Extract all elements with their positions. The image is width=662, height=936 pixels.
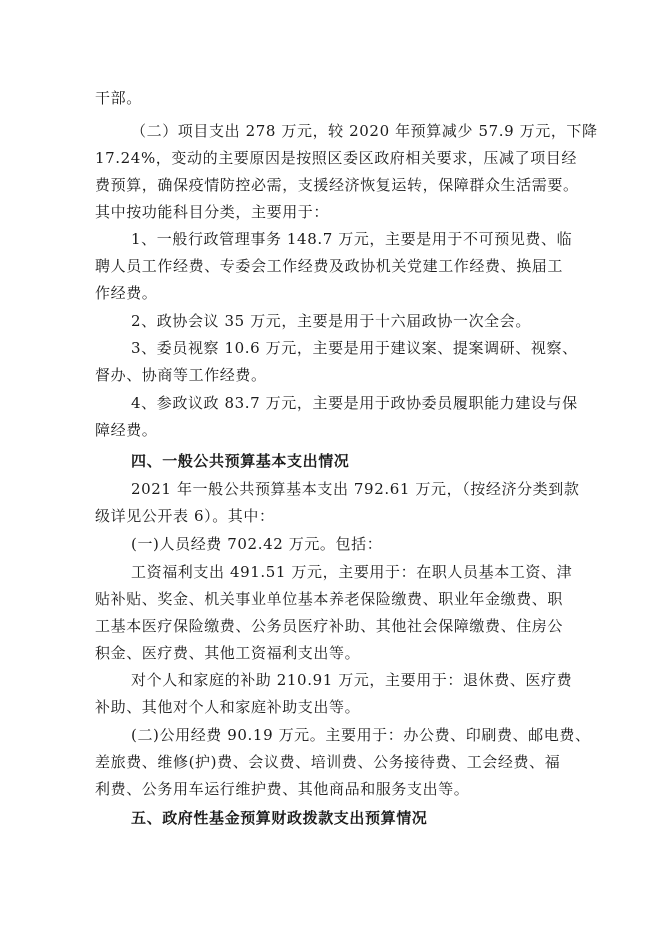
paragraph-line: 2021 年一般公共预算基本支出 792.61 万元，（按经济分类到款 xyxy=(131,480,580,498)
list-item-line: 聘人员工作经费、专委会工作经费及政协机关党建工作经费、换届工 xyxy=(95,257,564,275)
paragraph-line: 利费、公务用车运行维护费、其他商品和服务支出等。 xyxy=(95,780,470,798)
list-item-line: 1、一般行政管理事务 148.7 万元，主要是用于不可预见费、临 xyxy=(131,230,573,248)
paragraph-line: 对个人和家庭的补助 210.91 万元，主要用于：退休费、医疗费 xyxy=(131,671,573,689)
paragraph-line: 工基本医疗保险缴费、公务员医疗补助、其他社会保障缴费、住房公 xyxy=(95,617,564,635)
list-item-line: 作经费。 xyxy=(95,284,158,302)
paragraph-line: 工资福利支出 491.51 万元，主要用于：在职人员基本工资、津 xyxy=(131,563,573,581)
list-item-line: 障经费。 xyxy=(95,421,158,439)
list-item-line: 督办、协商等工作经费。 xyxy=(95,366,267,384)
paragraph-line: 贴补贴、奖金、机关事业单位基本养老保险缴费、职业年金缴费、职 xyxy=(95,590,564,608)
paragraph-line: 差旅费、维修(护)费、会议费、培训费、公务接待费、工会经费、福 xyxy=(95,753,561,771)
list-item-line: 4、参政议政 83.7 万元，主要是用于政协委员履职能力建设与保 xyxy=(131,394,578,412)
paragraph-line: 干部。 xyxy=(95,89,142,107)
section-heading: 五、政府性基金预算财政拨款支出预算情况 xyxy=(131,809,428,827)
paragraph-line: (一)人员经费 702.42 万元。包括： xyxy=(131,535,383,553)
paragraph-line: 其中按功能科目分类，主要用于： xyxy=(95,203,330,221)
section-heading: 四、一般公共预算基本支出情况 xyxy=(131,452,350,470)
paragraph-line: 级详见公开表 6）。其中： xyxy=(95,507,275,525)
list-item-line: 3、委员视察 10.6 万元，主要是用于建议案、提案调研、视察、 xyxy=(131,339,578,357)
paragraph-line: (二)公用经费 90.19 万元。主要用于：办公费、印刷费、邮电费、 xyxy=(131,726,591,744)
paragraph-line: 积金、医疗费、其他工资福利支出等。 xyxy=(95,644,361,662)
paragraph-line: 17.24%，变动的主要原因是按照区委区政府相关要求，压减了项目经 xyxy=(95,149,577,167)
paragraph-line: 费预算，确保疫情防控必需，支援经济恢复运转，保障群众生活需要。 xyxy=(95,176,579,194)
paragraph-line: 补助、其他对个人和家庭补助支出等。 xyxy=(95,698,361,716)
paragraph-line: （二）项目支出 278 万元，较 2020 年预算减少 57.9 万元，下降 xyxy=(131,122,598,140)
list-item-line: 2、政协会议 35 万元，主要是用于十六届政协一次全会。 xyxy=(131,312,531,330)
